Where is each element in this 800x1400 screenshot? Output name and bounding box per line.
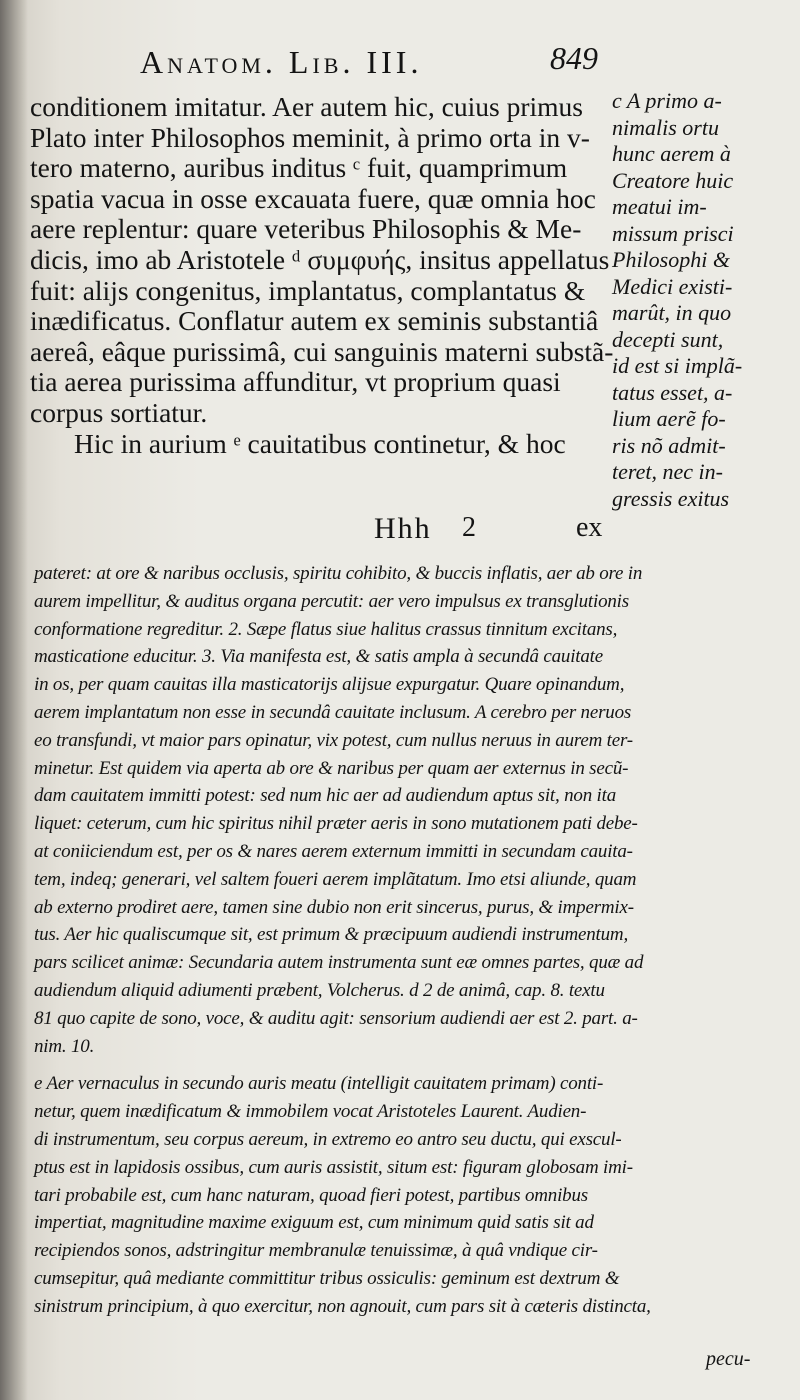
note-line: dam cauitatem immitti potest: sed num hic aer ad audiendum aptus sit, non ita	[34, 785, 616, 807]
main-line: aere replentur: quare veteribus Philosophis & Me-	[30, 213, 582, 245]
sidenote-line: Creatore huic	[612, 167, 734, 193]
note-line: di instrumentum, seu corpus aereum, in extremo eo antro seu ductu, qui exscul-	[34, 1128, 622, 1150]
note-line: liquet: ceterum, cum hic spiritus nihil præter aeris in sono mutationem pati debe-	[34, 813, 638, 835]
note-line: 81 quo capite de sono, voce, & auditu agit: sensorium audiendi aer est 2. part. a-	[34, 1007, 638, 1029]
signature-line	[30, 512, 615, 548]
sidenote-line: missum prisci	[612, 220, 734, 246]
gutter-shadow	[0, 0, 28, 1400]
sidenote-line: Philosophi &	[612, 247, 730, 272]
sidenote-line: id est si implã-	[612, 353, 743, 378]
note-line: recipiendos sonos, adstringitur membranulæ tenuissimæ, à quâ vndique cir-	[34, 1240, 598, 1262]
note-line: masticatione educitur. 3. Via manifesta est, & satis ampla à secundâ cauitate	[34, 646, 603, 668]
main-text-block	[30, 92, 615, 459]
footnotes	[34, 560, 769, 1321]
sidenote-line: meatui im-	[612, 194, 707, 219]
main-line: corpus sortiatur.	[30, 396, 208, 428]
note-line: tari probabile est, cum hanc naturam, quoad fieri potest, partibus omnibus	[34, 1184, 588, 1206]
sidenote-line: hunc aerem à	[612, 141, 731, 166]
note-line: e Aer vernaculus in secundo auris meatu (intelligit cauitatem primam) conti-	[34, 1073, 604, 1095]
note-line: pateret: at ore & naribus occlusis, spiritu cohibito, & buccis inflatis, aer ab ore in	[34, 563, 643, 584]
main-line: tia aerea purissima affunditur, vt proprium quasi	[30, 366, 561, 398]
marginal-note	[612, 88, 792, 512]
main-line: fuit: alijs congenitus, implantatus, complantatus &	[30, 274, 586, 306]
note-line: eo transfundi, vt maior pars opinatur, vix potest, cum nullus neruus in aurem ter-	[34, 729, 633, 751]
sidenote-line: marût, in quo	[612, 300, 732, 325]
main-line: dicis, imo ab Aristotele ᵈ συμφυής, insitus appellatus	[30, 243, 610, 275]
running-head: Anatom. Lib. III.	[140, 44, 423, 80]
catchword: ex	[576, 512, 603, 543]
note-line: impertiat, magnitudine maxime exiguum est, cum minimum quid satis sit ad	[34, 1212, 594, 1234]
note-line: tem, indeq; generari, vel saltem foueri aerem implãtatum. Imo etsi aliunde, quam	[34, 868, 637, 890]
note-line: netur, quem inædificatum & immobilem vocat Aristoteles Laurent. Audien-	[34, 1101, 587, 1123]
sidenote-line: gressis exitus	[612, 485, 730, 511]
main-line: spatia vacua in osse excauata fuere, quæ omnia hoc	[30, 182, 596, 214]
sidenote-line: nimalis ortu	[612, 114, 719, 140]
note-line: sinistrum principium, à quo exercitur, non agnouit, cum pars sit à cæteris distincta,	[34, 1295, 651, 1317]
note-line: nim. 10.	[34, 1035, 95, 1057]
note-line: aurem impellitur, & auditus organa percutit: aer vero impulsus ex transglutionis	[34, 590, 629, 612]
note-line: in os, per quam cauitas illa masticatorijs alijsue expurgatur. Quare opinandum,	[34, 674, 625, 696]
signature-mark: Hhh	[374, 512, 432, 545]
note-line: conformatione regreditur. 2. Sæpe flatus siue halitus crassus tinnitum excitans,	[34, 618, 618, 640]
note-line: aerem implantatum non esse in secundâ cauitate inclusum. A cerebro per neruos	[34, 701, 632, 723]
main-line: conditionem imitatur. Aer autem hic, cuius primus	[30, 91, 583, 122]
main-line: aereâ, eâque purissimâ, cui sanguinis materni substã-	[30, 335, 614, 367]
note-line: ab externo prodiret aere, tamen sine dubio non erit sincerus, purus, & impermix-	[34, 896, 634, 918]
note-line: pars scilicet animæ: Secundaria autem instrumenta sunt eæ omnes partes, quæ ad	[34, 952, 644, 974]
main-line: tero materno, auribus inditus ᶜ fuit, quamprimum	[30, 152, 568, 184]
sidenote-line: c A primo a-	[612, 88, 722, 113]
note-line: at coniiciendum est, per os & nares aerem externum immitti in secundam cauita-	[34, 840, 633, 862]
page-header	[140, 40, 600, 94]
sidenote-line: teret, nec in-	[612, 459, 723, 484]
note-line: audiendum aliquid adiumenti præbent, Volcherus. d 2 de animâ, cap. 8. textu	[34, 979, 605, 1001]
signature-number: 2	[462, 512, 476, 543]
main-line: Plato inter Philosophos meminit, à primo orta in v-	[30, 121, 590, 153]
note-line: cumsepitur, quâ mediante committitur tribus ossiculis: geminum est dextrum &	[34, 1267, 620, 1289]
sidenote-line: tatus esset, a-	[612, 379, 733, 405]
sidenote-line: decepti sunt,	[612, 326, 724, 352]
sidenote-line: ris nõ admit-	[612, 432, 726, 458]
main-line: inædificatus. Conflatur autem ex seminis substantiâ	[30, 305, 599, 337]
bottom-catchword: pecu-	[706, 1348, 751, 1370]
note-line: minetur. Est quidem via aperta ab ore & naribus per quam aer externus in secũ-	[34, 757, 629, 779]
page-number: 849	[550, 40, 598, 76]
sidenote-line: Medici existi-	[612, 273, 733, 299]
main-line: Hic in aurium ᵉ cauitatibus continetur, & hoc	[74, 427, 566, 459]
note-line: ptus est in lapidosis ossibus, cum auris assistit, situm est: figuram globosam imi-	[34, 1156, 633, 1178]
note-gap	[34, 1060, 769, 1070]
sidenote-line: lium aerẽ fo-	[612, 406, 726, 431]
note-line: tus. Aer hic qualiscumque sit, est primum & præcipuum audiendi instrumentum,	[34, 924, 629, 946]
